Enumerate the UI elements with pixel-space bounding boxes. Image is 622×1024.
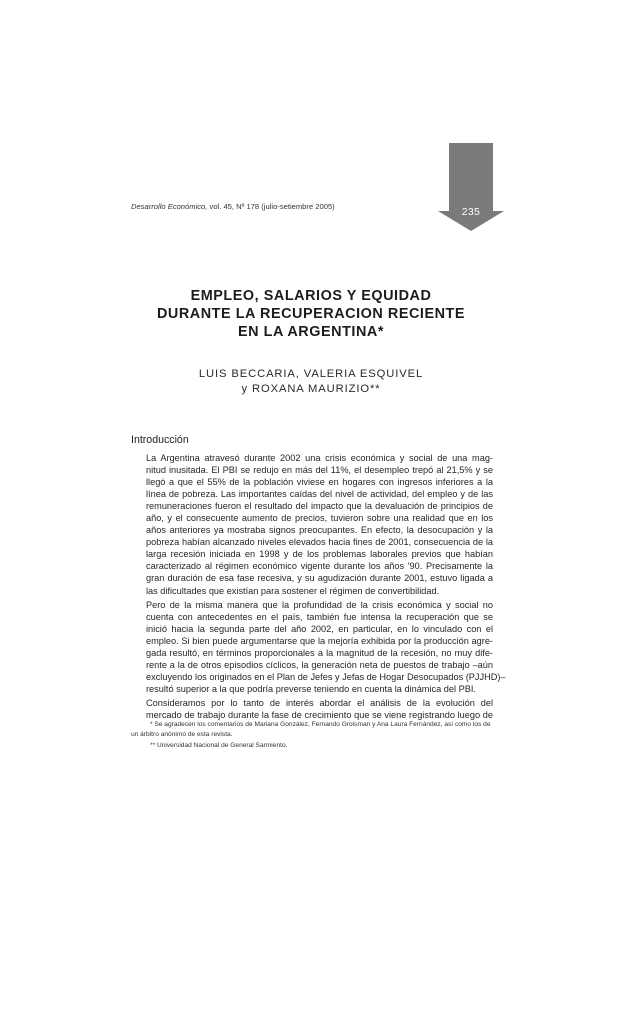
paragraph bbox=[131, 452, 493, 597]
paragraph bbox=[131, 697, 493, 721]
text-line: gran duración de esa fase recesiva, y su agudización durante 2001, estuvo ligada a bbox=[146, 573, 493, 584]
text-line: empleo. Si bien puede argumentarse que la mejoría exhibida por la producción agre- bbox=[146, 635, 493, 646]
text-line: inició hacia la segunda parte del año 2002, en particular, en lo vinculado con el bbox=[146, 623, 493, 634]
page-number: 235 bbox=[461, 206, 481, 218]
text-line: gada resultó, en términos proporcionales a la magnitud de la recesión, no muy dife- bbox=[146, 647, 493, 658]
text-line: rente a la de otros episodios cíclicos, la generación neta de puestos de trabajo –aún bbox=[146, 659, 493, 670]
article-title bbox=[110, 287, 512, 341]
text-line: caracterizado al régimen económico vigente durante los años '90. Precisamente la bbox=[146, 561, 493, 572]
text-line: Pero de la misma manera que la profundidad de la crisis económica y social no bbox=[146, 599, 493, 610]
text-line: pobreza habían alcanzado niveles elevados hacia fines de 2001, consecuencia de la bbox=[146, 537, 493, 548]
text-line: resultó superior a la que podría preverse teniendo en cuenta la dinámica del PBI. bbox=[146, 683, 476, 694]
text-line: remuneraciones fueron el resultado del impacto que la devaluación de principios de bbox=[146, 501, 493, 512]
journal-name: Desarrollo Económico, bbox=[131, 202, 208, 211]
text-line: cuenta con antecedentes en el país, también fue intensa la recuperación que se bbox=[146, 611, 493, 622]
text-line: las dificultades que existían para sostener el régimen de convertibilidad. bbox=[146, 585, 440, 596]
title-line: EN LA ARGENTINA* bbox=[237, 324, 385, 340]
text-line: excluyendo los originados en el Plan de Jefes y Jefas de Hogar Desocupados (PJJHD)– bbox=[146, 671, 506, 682]
title-line: DURANTE LA RECUPERACION RECIENTE bbox=[156, 306, 466, 322]
text-line: años anteriores ya mostraba signos preocupantes. En efecto, la desocupación y la bbox=[146, 525, 493, 536]
author-line: LUIS BECCARIA, VALERIA ESQUIVEL bbox=[198, 368, 424, 380]
text-line: línea de pobreza. Las importantes caídas del nivel de actividad, del empleo y de las bbox=[146, 489, 493, 500]
text-line: mercado de trabajo durante la fase de crecimiento que se viene registrando luego de bbox=[146, 709, 493, 720]
paragraph bbox=[131, 599, 506, 695]
text-line: año, y el consecuente aumento de precios, tuvieron sobre una realidad que en los bbox=[146, 513, 493, 524]
text-line: nitud inusitada. El PBI se redujo en más del 11%, el desempleo trepó al 21,5% y se bbox=[146, 465, 493, 476]
text-line: La Argentina atravesó durante 2002 una crisis económica y social de una mag- bbox=[146, 453, 493, 463]
footnotes bbox=[131, 720, 493, 750]
footnote: ** Universidad Nacional de General Sarmiento. bbox=[150, 741, 288, 749]
footnote: * Se agradecen los comentarios de Mariana González, Fernando Groisman y Ana Laura Fernández, así como los de un árbitro anónimo de esta revista. bbox=[131, 721, 491, 738]
text-line: Consideramos por lo tanto de interés abordar el análisis de la evolución del bbox=[146, 697, 493, 708]
journal-details: vol. 45, Nº 178 (julio-setiembre 2005) bbox=[209, 202, 335, 211]
title-line: EMPLEO, SALARIOS Y EQUIDAD bbox=[190, 288, 432, 304]
article-authors bbox=[110, 367, 512, 396]
text-line: larga recesión iniciada en 1998 y de los problemas laborales previos que habían bbox=[146, 549, 493, 560]
journal-citation bbox=[131, 202, 335, 211]
author-line: y ROXANA MAURIZIO** bbox=[241, 382, 381, 395]
body-text bbox=[131, 452, 506, 721]
section-heading: Introducción bbox=[131, 434, 189, 446]
text-line: llegó a que el 55% de la población viviese en hogares con ingresos inferiores a la bbox=[146, 477, 493, 488]
page-number-marker bbox=[438, 143, 504, 231]
